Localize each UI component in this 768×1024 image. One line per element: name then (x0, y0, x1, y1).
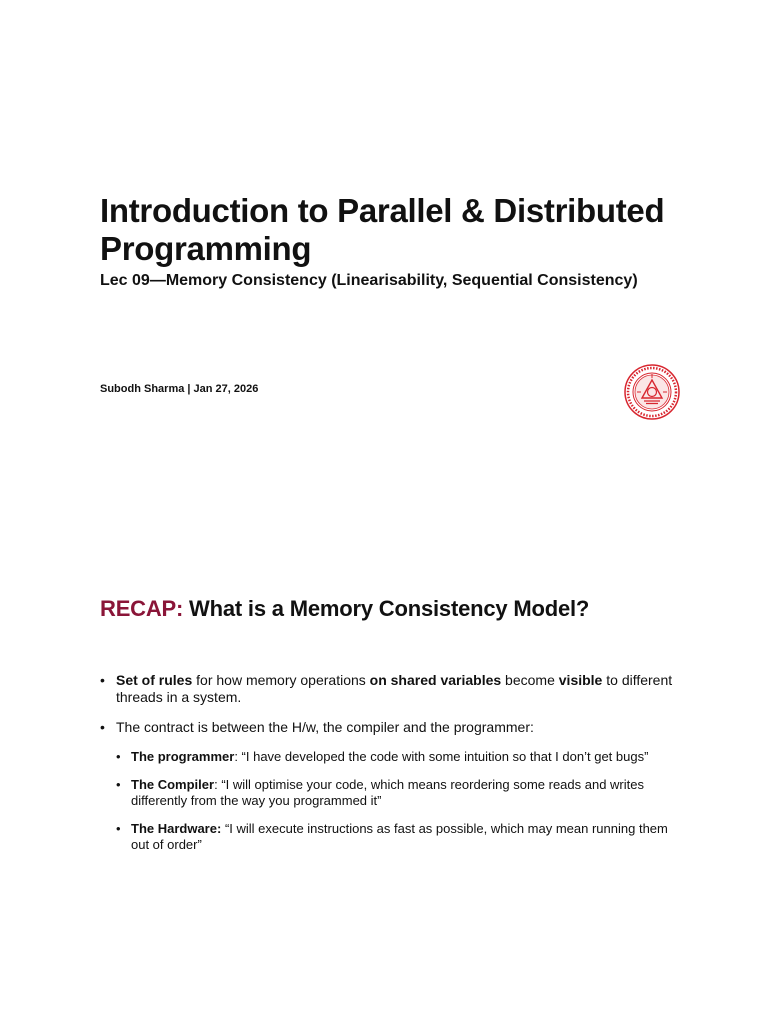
sub-bullet-compiler (116, 777, 680, 809)
sub-bullet-text: “I have developed the code with some intuition so that I don’t get bugs” (241, 749, 649, 764)
author-date: Subodh Sharma | Jan 27, 2026 (100, 383, 259, 395)
sub-bullet-programmer (116, 749, 680, 765)
text-run: become (501, 672, 559, 688)
bold-term: visible (558, 672, 603, 688)
sub-bullet-label: The Compiler (131, 777, 215, 792)
slide-subtitle: Lec 09—Memory Consistency (Linearisability, Sequential Consistency) (100, 272, 638, 289)
bold-term: on shared variables (369, 672, 502, 688)
recap-label: RECAP: (100, 596, 184, 621)
sub-bullet-hardware (116, 821, 680, 853)
bullet-contract: • The contract is between the H/w, the compiler and the programmer: (100, 719, 680, 736)
recap-heading (100, 596, 740, 622)
sub-bullet-text: “I will execute instructions as fast as possible, which may mean running them out of order” (131, 821, 668, 852)
text-run: for how memory operations (192, 672, 370, 688)
bullet-definition (100, 672, 680, 706)
sub-bullet-label: The programmer (131, 749, 235, 764)
separator: : (214, 777, 222, 792)
sub-bullet-text: “I will optimise your code, which means reordering some reads and writes differently from the way you programmed it” (131, 777, 644, 808)
slide-title: Introduction to Parallel & Distributed Programming (100, 192, 665, 267)
recap-bullet-list (100, 672, 680, 865)
text-run: to different threads in a system. (116, 672, 673, 705)
separator: : (234, 749, 242, 764)
sub-bullet-label: The Hardware: (131, 821, 222, 836)
bold-term: Set of rules (116, 672, 193, 688)
recap-question: What is a Memory Consistency Model? (183, 596, 590, 621)
institute-seal-icon (624, 364, 680, 420)
